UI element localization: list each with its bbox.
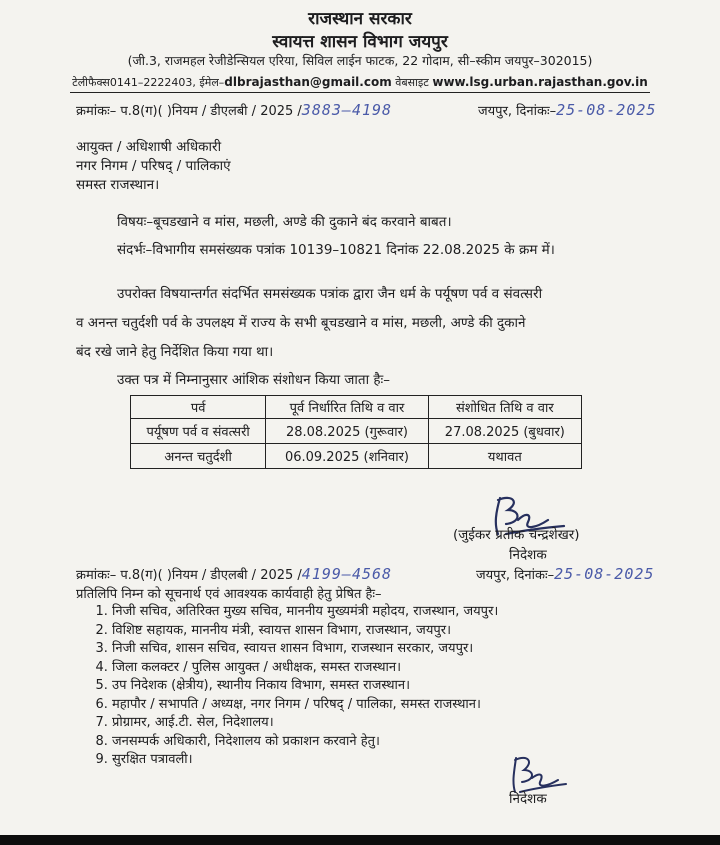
addressee-line-1: आयुक्त / अधिशाषी अधिकारी [76, 139, 222, 155]
table-header-prior-date: पूर्व निर्धारित तिथि व वार [266, 396, 428, 419]
table-row [131, 419, 582, 444]
table-cell: 27.08.2025 (बुधवार) [428, 419, 581, 444]
place-date-2 [476, 565, 654, 583]
table-cell: अनन्त चतुर्दशी [131, 444, 266, 469]
scan-bottom-edge [0, 835, 720, 845]
list-item: 4. जिला कलक्टर / पुलिस आयुक्त / अधीक्षक, समस्त राजस्थान। [112, 659, 498, 678]
ref-prefix: क्रमांकः– प.8(ग)( )नियम / डीएलबी / 2025 / [76, 104, 302, 119]
body-line-3: बंद रखे जाने हेतु निर्देशित किया गया था। [76, 344, 274, 360]
body-line-1: उपरोक्त विषयान्तर्गत संदर्भित समसंख्यक पत्रांक द्वारा जैन धर्म के पर्यूषण पर्व व संवत्सरी [117, 286, 543, 302]
table-cell: 06.09.2025 (शनिवार) [266, 444, 428, 469]
list-item: 1. निजी सचिव, अतिरिक्त मुख्य सचिव, माननीय मुख्यमंत्री महोदय, राजस्थान, जयपुर। [112, 603, 498, 622]
letterhead-contact [0, 75, 720, 90]
subject-line: विषयः–बूचडखाने व मांस, मछली, अण्डे की दुकाने बंद करवाने बाबत। [117, 214, 452, 230]
place-date-label: जयपुर, दिनांकः– [476, 568, 555, 583]
email-address: dlbrajasthan@gmail.com [224, 75, 392, 89]
place-date-label: जयपुर, दिनांकः– [478, 104, 557, 119]
table-header-row [131, 396, 582, 419]
handwritten-ref-number: 3883–4198 [301, 101, 393, 119]
addressee-line-3: समस्त राजस्थान। [76, 177, 160, 193]
list-item: 8. जनसम्पर्क अधिकारी, निदेशालय को प्रकाशन करवाने हेतु। [112, 733, 498, 752]
website-url: www.lsg.urban.rajasthan.gov.in [432, 75, 648, 89]
list-item: 5. उप निदेशक (क्षेत्रीय), स्थानीय निकाय विभाग, समस्त राजस्थान। [112, 677, 498, 696]
letterhead-government: राजस्थान सरकार [308, 9, 412, 29]
table-cell: 28.08.2025 (गुरूवार) [266, 419, 428, 444]
reference-line: संदर्भः–विभागीय समसंख्यक पत्रांक 10139–10821 दिनांक 22.08.2025 के क्रम में। [117, 242, 555, 258]
table-cell: यथावत [428, 444, 581, 469]
body-line-4: उक्त पत्र में निम्नानुसार आंशिक संशोधन किया जाता हैः– [117, 372, 390, 388]
list-item: 6. महापौर / सभापति / अध्यक्ष, नगर निगम / परिषद् / पालिका, समस्त राजस्थान। [112, 696, 498, 715]
place-date-1 [478, 101, 656, 119]
handwritten-date: 25-08-2025 [556, 101, 657, 119]
handwritten-date: 25-08-2025 [554, 565, 655, 583]
copy-list [76, 603, 498, 770]
letterhead-divider [70, 92, 650, 93]
handwritten-ref-number: 4199–4568 [301, 565, 393, 583]
table-cell: पर्यूषण पर्व व संवत्सरी [131, 419, 266, 444]
list-item: 9. सुरक्षित पत्रावली। [112, 751, 498, 770]
letterhead-department: स्वायत्त शासन विभाग जयपुर [272, 32, 448, 52]
footer-signatory-designation: निदेशक [509, 791, 547, 807]
letterhead-address: (जी.3, राजमहल रेजीडेन्सियल एरिया, सिविल लाईन फाटक, 22 गोदाम, सी–स्कीम जयपुर–302015) [127, 53, 593, 68]
addressee-line-2: नगर निगम / परिषद् / पालिकाएं [76, 158, 231, 174]
signatory-designation: निदेशक [509, 547, 547, 563]
reference-number-2 [76, 565, 392, 583]
list-item: 3. निजी सचिव, शासन सचिव, स्वायत्त शासन विभाग, राजस्थान सरकार, जयपुर। [112, 640, 498, 659]
reference-number-1 [76, 101, 392, 119]
table-header-revised-date: संशोधित तिथि व वार [428, 396, 581, 419]
website-label: वेबसाइट [395, 76, 429, 89]
body-line-2: व अनन्त चतुर्दशी पर्व के उपलक्ष्य में राज्य के सभी बूचडखाने व मांस, मछली, अण्डे की दुकाने [76, 315, 526, 331]
list-item: 2. विशिष्ट सहायक, माननीय मंत्री, स्वायत्त शासन विभाग, राजस्थान, जयपुर। [112, 622, 498, 641]
date-revision-table [130, 395, 582, 469]
telefax: टेलीफैक्स0141–2222403, [72, 76, 196, 89]
signatory-name: (जुईकर प्रतीक चन्द्रशेखर) [453, 527, 580, 543]
table-row [131, 444, 582, 469]
copy-intro: प्रतिलिपि निम्न को सूचनार्थ एवं आवश्यक कार्यवाही हेतु प्रेषित हैः– [76, 587, 382, 602]
email-label: ईमेल– [199, 76, 225, 89]
list-item: 7. प्रोग्रामर, आई.टी. सेल, निदेशालय। [112, 714, 498, 733]
ref-prefix: क्रमांकः– प.8(ग)( )नियम / डीएलबी / 2025 / [76, 568, 302, 583]
table-header-festival: पर्व [131, 396, 266, 419]
